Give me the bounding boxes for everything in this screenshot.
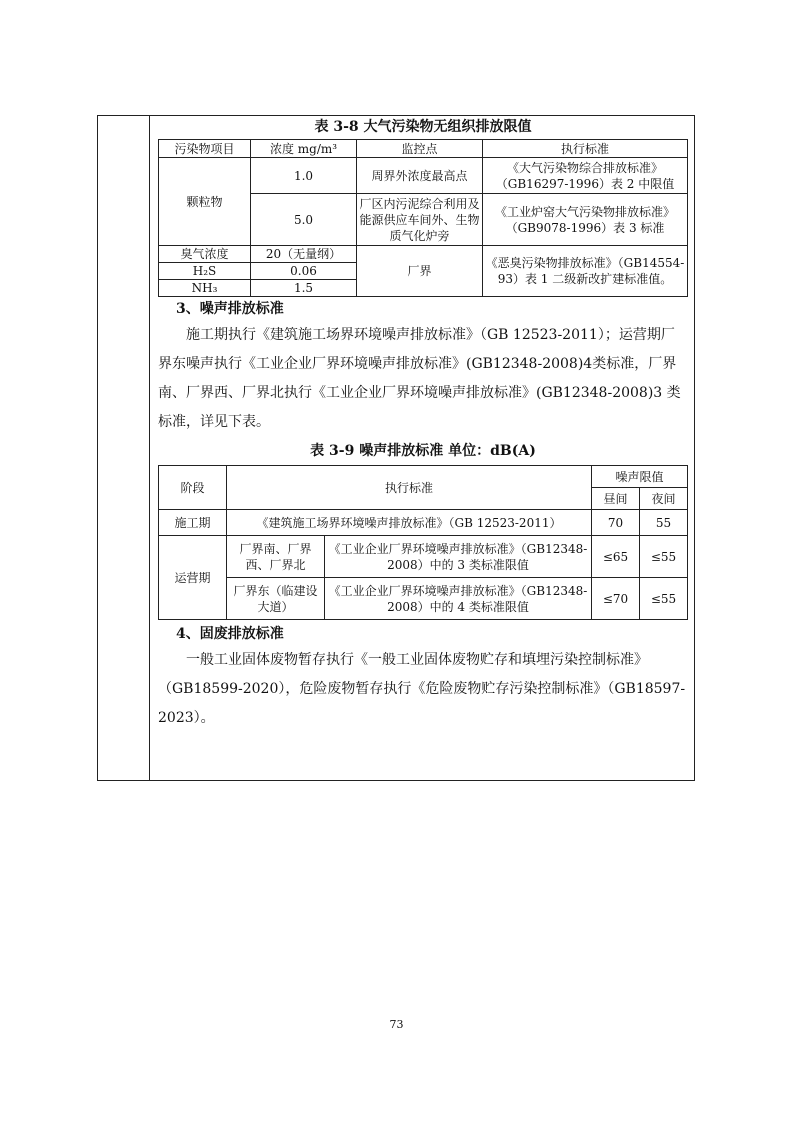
t38-particulate-conc-1: 1.0	[251, 158, 357, 194]
t39-construction-night: 55	[639, 510, 687, 536]
t38-particulate-conc-2: 5.0	[251, 194, 357, 246]
t38-header-monitor-point: 监控点	[357, 140, 483, 158]
t38-h2s-name: H₂S	[159, 263, 251, 280]
t38-boundary-point: 厂界	[357, 246, 483, 297]
t38-header-concentration: 浓度 mg/m³	[251, 140, 357, 158]
content-frame	[97, 115, 695, 781]
page-number: 73	[389, 1018, 404, 1031]
t39-operation-std-2: 《工业企业厂界环境噪声排放标准》（GB12348-2008）中的 4 类标准限值	[325, 578, 592, 620]
t39-operation-day-1: ≤65	[591, 536, 639, 578]
frame-content	[158, 116, 688, 733]
section-4-heading: 4、固废排放标准	[176, 626, 284, 642]
t39-operation-area-1: 厂界南、厂界西、厂界北	[227, 536, 325, 578]
table-3-8-caption: 表 3-8 大气污染物无组织排放限值	[314, 119, 532, 135]
t38-particulate-std-1: 《大气污染物综合排放标准》（GB16297-1996）表 2 中限值	[483, 158, 688, 194]
t38-nh3-conc: 1.5	[251, 280, 357, 297]
t39-header-night: 夜间	[639, 488, 687, 510]
t38-particulate-point-1: 周界外浓度最高点	[357, 158, 483, 194]
t38-particulate-std-2: 《工业炉窑大气污染物排放标准》（GB9078-1996）表 3 标准	[483, 194, 688, 246]
t38-header-pollutant: 污染物项目	[159, 140, 251, 158]
t39-operation-stage: 运营期	[159, 536, 227, 620]
t39-header-limit: 噪声限值	[591, 466, 687, 488]
t38-odor-name: 臭气浓度	[159, 246, 251, 263]
t38-particulate-point-2: 厂区内污泥综合利用及能源供应车间外、生物质气化炉旁	[357, 194, 483, 246]
t39-construction-std: 《建筑施工场界环境噪声排放标准》（GB 12523-2011）	[227, 510, 592, 536]
t39-operation-day-2: ≤70	[591, 578, 639, 620]
section-3-paragraph: 施工期执行《建筑施工场界环境噪声排放标准》（GB 12523-2011）；运营期厂界东噪声执行《工业企业厂界环境噪声排放标准》(GB12348-2008)4类标准，厂界南、厂界西、厂界北执行《工业企业厂界环境噪声排放标准》(GB12348-2008)3 类标准，详见下表。	[158, 327, 681, 430]
t39-operation-night-2: ≤55	[639, 578, 687, 620]
t38-header-standard: 执行标准	[483, 140, 688, 158]
t39-header-standard: 执行标准	[227, 466, 592, 510]
t38-boundary-std: 《恶臭污染物排放标准》（GB14554-93）表 1 二级新改扩建标准值。	[483, 246, 688, 297]
table-3-9-caption: 表 3-9 噪声排放标准 单位：dB(A)	[310, 443, 536, 459]
t39-construction-day: 70	[591, 510, 639, 536]
section-3-heading: 3、噪声排放标准	[176, 301, 284, 317]
t39-header-stage: 阶段	[159, 466, 227, 510]
t38-odor-conc: 20（无量纲）	[251, 246, 357, 263]
t38-h2s-conc: 0.06	[251, 263, 357, 280]
section-4-paragraph: 一般工业固体废物暂存执行《一般工业固体废物贮存和填埋污染控制标准》（GB18599-2020），危险废物暂存执行《危险废物贮存污染控制标准》（GB18597-2023）。	[158, 652, 686, 726]
t38-nh3-name: NH₃	[159, 280, 251, 297]
t38-particulate-name: 颗粒物	[159, 158, 251, 246]
t39-operation-night-1: ≤55	[639, 536, 687, 578]
t39-operation-std-1: 《工业企业厂界环境噪声排放标准》（GB12348-2008）中的 3 类标准限值	[325, 536, 592, 578]
t39-header-day: 昼间	[591, 488, 639, 510]
t39-operation-area-2: 厂界东（临建设大道）	[227, 578, 325, 620]
table-3-9	[158, 465, 688, 620]
frame-left-column-divider	[149, 116, 150, 780]
t39-construction-stage: 施工期	[159, 510, 227, 536]
table-3-8	[158, 139, 688, 297]
